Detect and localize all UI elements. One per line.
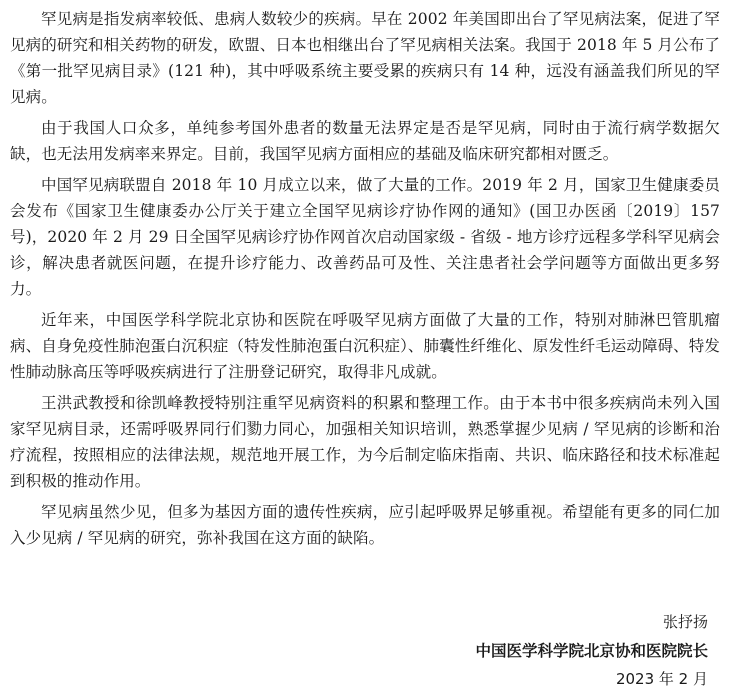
- signature-organization: 中国医学科学院北京协和医院院长: [475, 642, 708, 660]
- signature-block: [475, 608, 708, 692]
- paragraph-6: 罕见病虽然少见，但多为基因方面的遗传性疾病，应引起呼吸界足够重视。希望能有更多的同仁加入少见病 / 罕见病的研究，弥补我国在这方面的缺陷。: [10, 503, 720, 547]
- signature-date: 2023 年 2 月: [615, 670, 708, 688]
- paragraph-4: 近年来，中国医学科学院北京协和医院在呼吸罕见病方面做了大量的工作，特别对肺淋巴管肌瘤病、自身免疫性肺泡蛋白沉积症（特发性肺泡蛋白沉积症）、肺囊性纤维化、原发性纤毛运动障碍、特发性肺动脉高压等呼吸疾病进行了注册登记研究，取得非凡成就。: [10, 311, 720, 381]
- signature-name: 张抒扬: [662, 613, 708, 631]
- paragraph-2: 由于我国人口众多，单纯参考国外患者的数量无法界定是否是罕见病，同时由于流行病学数据欠缺，也无法用发病率来界定。目前，我国罕见病方面相应的基础及临床研究都相对匮乏。: [10, 119, 720, 163]
- paragraph-5: 王洪武教授和徐凯峰教授特别注重罕见病资料的积累和整理工作。由于本书中很多疾病尚未列入国家罕见病目录，还需呼吸界同行们勠力同心，加强相关知识培训，熟悉掌握少见病 / 罕见病的诊断和治疗流程，按照相应的法律法规，规范地开展工作，为今后制定临床指南、共识、临床路径和技术标准起到积极的推动作用。: [10, 394, 720, 490]
- paragraph-1: 罕见病是指发病率较低、患病人数较少的疾病。早在 2002 年美国即出台了罕见病法案，促进了罕见病的研究和相关药物的研发，欧盟、日本也相继出台了罕见病相关法案。我国于 2018 年 5 月公布了《第一批罕见病目录》(121 种)，其中呼吸系统主要受累的疾病只有 14 种，远没有涵盖我们所见的罕见病。: [10, 10, 720, 106]
- paragraph-3: 中国罕见病联盟自 2018 年 10 月成立以来，做了大量的工作。2019 年 2 月，国家卫生健康委员会发布《国家卫生健康委办公厅关于建立全国罕见病诊疗协作网的通知》(国卫办医函〔2019〕157 号)，2020 年 2 月 29 日全国罕见病诊疗协作网首次启动国家级 - 省级 - 地方诊疗远程多学科罕见病会诊，解决患者就医问题，在提升诊疗能力、改善药品可及性、关注患者社会学问题等方面做出更多努力。: [10, 176, 720, 298]
